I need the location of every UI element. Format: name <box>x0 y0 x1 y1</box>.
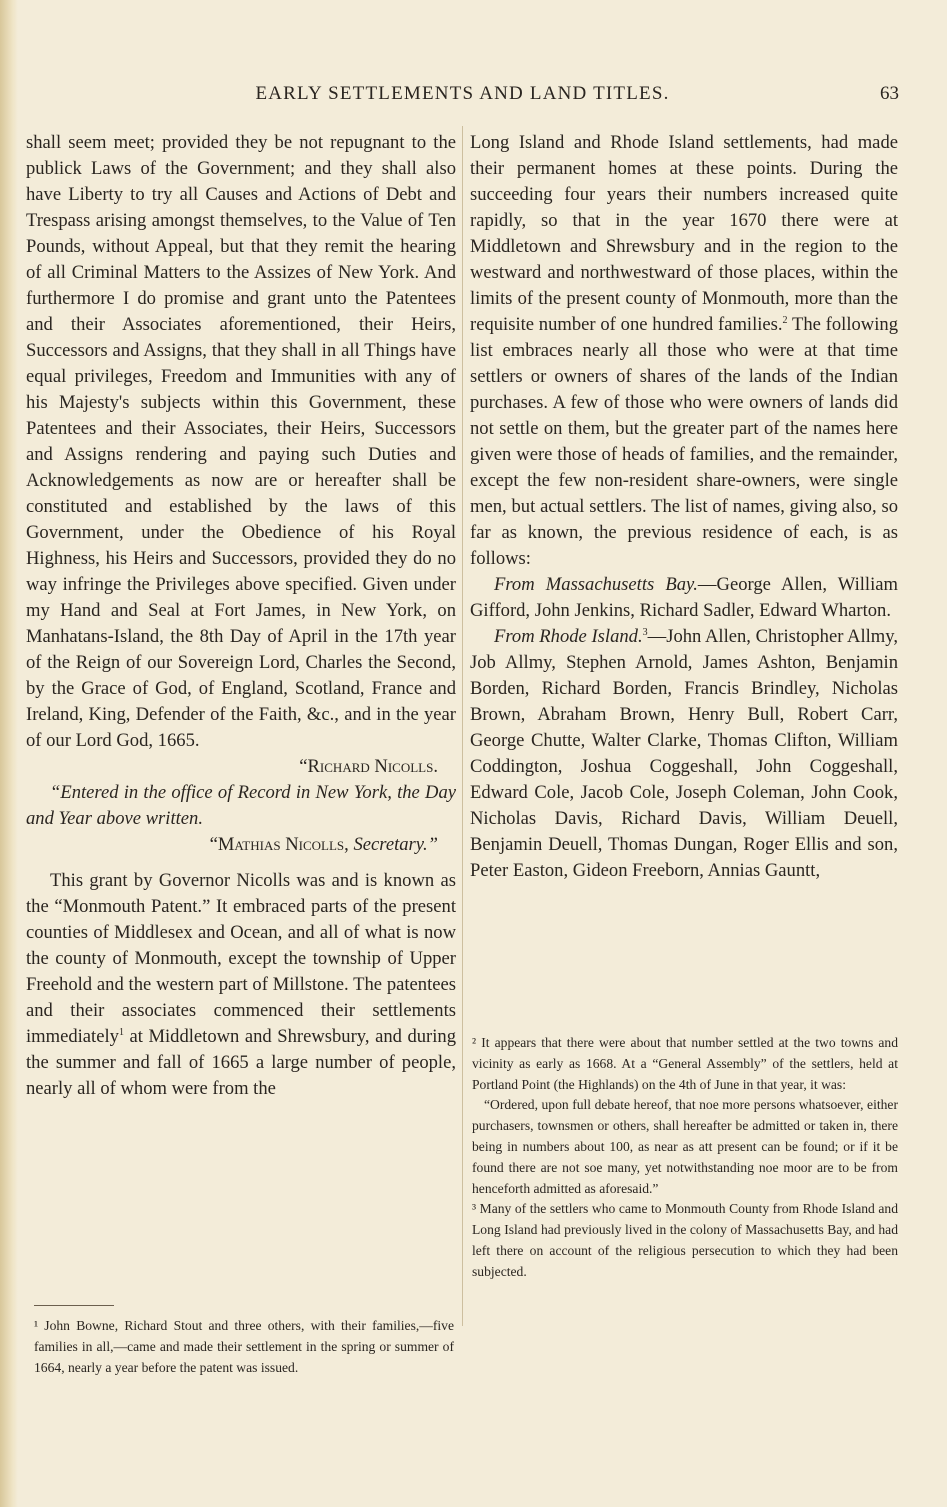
paragraph-main-end: at Middletown and Shrewsbury, and during the summer and fall of 1665 a large number of people, nearly all of whom were from the <box>26 1026 456 1099</box>
secretary-title: Secretary.” <box>353 834 438 855</box>
rhode-island-names: —John Allen, Christopher Allmy, Job Allmy, Stephen Arnold, James Ashton, Benjamin Borden, Richard Borden, Francis Brindley, Nicholas Brown, Abraham Brown, Henry Bull, Robert Carr, George Chutte, Walter Clarke, Thomas Clifton, William Coddington, Joshua Coggeshall, John Coggeshall, Edward Cole, Jacob Cole, Joseph Coleman, John Cook, Nicholas Davis, Richard Davis, William Deuell, Benjamin Deuell, Thomas Dungan, Roger Ellis and son, Peter Easton, Gideon Freeborn, Annias Gauntt, <box>470 626 898 881</box>
massachusetts-label: From Massachusetts Bay. <box>494 574 698 595</box>
column-divider <box>462 126 463 1326</box>
paragraph-main-text: This grant by Governor Nicolls was and is known as the “Monmouth Patent.” It embraced parts of the present counties of Middlesex and Ocean, and all of what is now the county of Monmouth, except the township of Upper Freehold and the western part of Millstone. The patentees and their associates commenced their settlements immediately <box>26 870 456 1047</box>
page-binding-edge <box>0 0 18 1507</box>
footnote-2-quote: “Ordered, upon full debate hereof, that noe more persons whatsoever, either purchasers, townsmen or others, shall hereafter be admitted or taken in, there being in numbers about 100, as near as att present can be found; or if it be found there are not soe many, yet notwithstanding noe moor are to be from henceforth admitted as aforesaid.” <box>472 1097 898 1196</box>
left-column <box>26 130 456 1102</box>
footnote-ref-1: 1 <box>118 1026 124 1038</box>
footnotes-right <box>472 1033 898 1283</box>
signature-richard-nicolls: “Richard Nicolls. <box>299 756 438 777</box>
page-header <box>26 83 899 107</box>
paragraph-monmouth-patent <box>26 868 456 1102</box>
footnote-ref-3: 3 <box>642 626 648 638</box>
page-number: 63 <box>880 83 899 104</box>
paragraph-settlement-text: Long Island and Rhode Island settlements, had made their permanent homes at these points. During the succeeding four years their numbers increased quite rapidly, so that in the year 1670 there were at Middletown and Shrewsbury and in the region to the westward and northwestward of those places, within the limits of the present county of Monmouth, more than the requisite number of one hundred families. <box>470 132 898 335</box>
footnote-ref-2: 2 <box>782 314 788 326</box>
list-massachusetts <box>470 572 898 624</box>
paragraph-settlement <box>470 130 898 572</box>
paragraph-settlement-end: The following list embraces nearly all those who were at that time settlers or owners of shares of the lands of the Indian purchases. A few of those who were owners of lands did not settle on them, but the greater part of the names here given were those of heads of families, and the remainder, except the few non-resident share-owners, were single men, but actual settlers. The list of names, giving also, so far as known, the previous residence of each, is as follows: <box>470 314 898 569</box>
secretary-name: “Mathias Nicolls, <box>209 834 349 855</box>
footnote-rule-left <box>34 1305 114 1306</box>
running-title: EARLY SETTLEMENTS AND LAND TITLES. <box>255 83 670 104</box>
footnote-1-text: ¹ John Bowne, Richard Stout and three others, with their families,—five families in all,—came and made their settlement in the spring or summer of 1664, nearly a year before the patent was issued. <box>34 1318 454 1375</box>
record-note: “Entered in the office of Record in New York, the Day and Year above written. <box>26 782 456 829</box>
footnote-2-text: ² It appears that there were about that number settled at the two towns and vicinity as early as 1668. At a “General Assembly” of the settlers, held at Portland Point (the Highlands) on the 4th of June in that year, it was: <box>472 1035 898 1092</box>
massachusetts-names: —George Allen, William Gifford, John Jenkins, Richard Sadler, Edward Wharton. <box>470 574 898 621</box>
secretary-line <box>26 832 456 858</box>
footnote-3-text: ³ Many of the settlers who came to Monmouth County from Rhode Island and Long Island had previously lived in the colony of Massachusetts Bay, and had left there on account of the religious persecution to which they had been subjected. <box>472 1201 898 1279</box>
footnote-1 <box>34 1316 454 1378</box>
grant-text: shall seem meet; provided they be not repugnant to the publick Laws of the Government; and they shall also have Liberty to try all Causes and Actions of Debt and Trespass arising amongst themselves, to the Value of Ten Pounds, without Appeal, but that they remit the hearing of all Criminal Matters to the Assizes of New York. And furthermore I do promise and grant unto the Patentees and their Associates aforementioned, their Heirs, Successors and Assigns, that they shall in all Things have equal privileges, Freedom and Immunities with any of his Majesty's subjects within this Government, these Patentees and their Associates, their Heirs, Successors and Assigns rendering and paying such Duties and Acknowledgements as now are or hereafter shall be constituted and established by the laws of this Government, under the Obedience of his Royal Highness, his Heirs and Successors, provided they do no way infringe the Privileges above specified. Given under my Hand and Seal at Fort James, in New York, on Manhatans-Island, the 8th Day of April in the 17th year of the Reign of our Sovereign Lord, Charles the Second, by the Grace of God, of England, Scotland, France and Ireland, King, Defender of the Faith, &c., and in the year of our Lord God, 1665. <box>26 132 456 751</box>
rhode-island-label: From Rhode Island. <box>494 626 643 647</box>
list-rhode-island <box>470 624 898 884</box>
right-column <box>470 130 898 884</box>
